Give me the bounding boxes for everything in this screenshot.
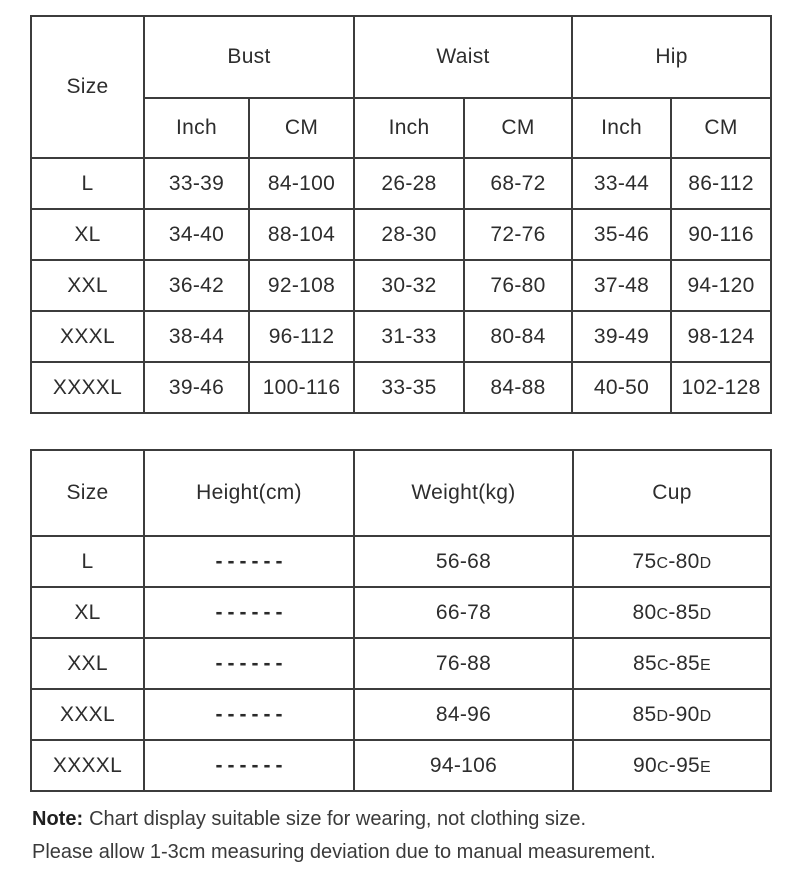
table-cell: 33-39 [144, 158, 249, 209]
weight-value: 94-106 [354, 740, 573, 791]
weight-value: 66-78 [354, 587, 573, 638]
table-cell: 38-44 [144, 311, 249, 362]
table-cell: 88-104 [249, 209, 354, 260]
cup-value: 85C-85E [573, 638, 771, 689]
table-cell: 40-50 [572, 362, 671, 413]
table-cell: 30-32 [354, 260, 464, 311]
table-cell: 94-120 [671, 260, 771, 311]
height-value: ------ [144, 536, 354, 587]
table-cell: 68-72 [464, 158, 572, 209]
table-cell: 96-112 [249, 311, 354, 362]
size-label: XXXL [31, 311, 144, 362]
height-value: ------ [144, 587, 354, 638]
size-label: XXXL [31, 689, 144, 740]
table-row [31, 362, 771, 413]
waist-inch-header: Inch [354, 98, 464, 158]
table-row [31, 260, 771, 311]
height-column-header: Height(cm) [144, 450, 354, 536]
cup-value: 80C-85D [573, 587, 771, 638]
table-cell: 98-124 [671, 311, 771, 362]
waist-group-header: Waist [354, 16, 572, 98]
height-value: ------ [144, 638, 354, 689]
table-cell: 36-42 [144, 260, 249, 311]
cup-value: 90C-95E [573, 740, 771, 791]
size-label: XL [31, 587, 144, 638]
hip-group-header: Hip [572, 16, 771, 98]
weight-column-header: Weight(kg) [354, 450, 573, 536]
size-column-header: Size [31, 450, 144, 536]
fit-table [30, 449, 772, 792]
table-cell: 28-30 [354, 209, 464, 260]
height-value: ------ [144, 740, 354, 791]
table-row [31, 209, 771, 260]
size-label: XXL [31, 638, 144, 689]
bust-cm-header: CM [249, 98, 354, 158]
table-row [31, 536, 771, 587]
table-cell: 39-46 [144, 362, 249, 413]
table-cell: 34-40 [144, 209, 249, 260]
size-label: XXL [31, 260, 144, 311]
table-cell: 35-46 [572, 209, 671, 260]
table-cell: 92-108 [249, 260, 354, 311]
table-row [31, 740, 771, 791]
bust-group-header: Bust [144, 16, 354, 98]
note-label: Note: [32, 808, 84, 830]
table-cell: 39-49 [572, 311, 671, 362]
table-cell: 86-112 [671, 158, 771, 209]
size-label: XL [31, 209, 144, 260]
table-cell: 84-88 [464, 362, 572, 413]
size-label: L [31, 536, 144, 587]
table-row [31, 158, 771, 209]
note [32, 803, 770, 869]
size-label: XXXXL [31, 740, 144, 791]
weight-value: 56-68 [354, 536, 573, 587]
table-cell: 26-28 [354, 158, 464, 209]
table-cell: 72-76 [464, 209, 572, 260]
table-cell: 37-48 [572, 260, 671, 311]
weight-value: 76-88 [354, 638, 573, 689]
cup-column-header: Cup [573, 450, 771, 536]
table-row [31, 638, 771, 689]
cup-value: 85D-90D [573, 689, 771, 740]
table-row [31, 587, 771, 638]
table-cell: 76-80 [464, 260, 572, 311]
hip-cm-header: CM [671, 98, 771, 158]
table-cell: 102-128 [671, 362, 771, 413]
table-cell: 100-116 [249, 362, 354, 413]
table-cell: 84-100 [249, 158, 354, 209]
size-label: XXXXL [31, 362, 144, 413]
table-cell: 31-33 [354, 311, 464, 362]
table-row [31, 311, 771, 362]
waist-cm-header: CM [464, 98, 572, 158]
table-cell: 90-116 [671, 209, 771, 260]
table-row [31, 689, 771, 740]
note-line-2: Please allow 1-3cm measuring deviation due to manual measurement. [32, 841, 656, 864]
size-label: L [31, 158, 144, 209]
measurements-table [30, 15, 772, 414]
size-column-header: Size [31, 16, 144, 158]
cup-value: 75C-80D [573, 536, 771, 587]
table-cell: 80-84 [464, 311, 572, 362]
table-cell: 33-35 [354, 362, 464, 413]
height-value: ------ [144, 689, 354, 740]
note-line-1 [32, 803, 770, 836]
note-text-1: Chart display suitable size for wearing, not clothing size. [89, 808, 587, 830]
weight-value: 84-96 [354, 689, 573, 740]
hip-inch-header: Inch [572, 98, 671, 158]
table-cell: 33-44 [572, 158, 671, 209]
bust-inch-header: Inch [144, 98, 249, 158]
